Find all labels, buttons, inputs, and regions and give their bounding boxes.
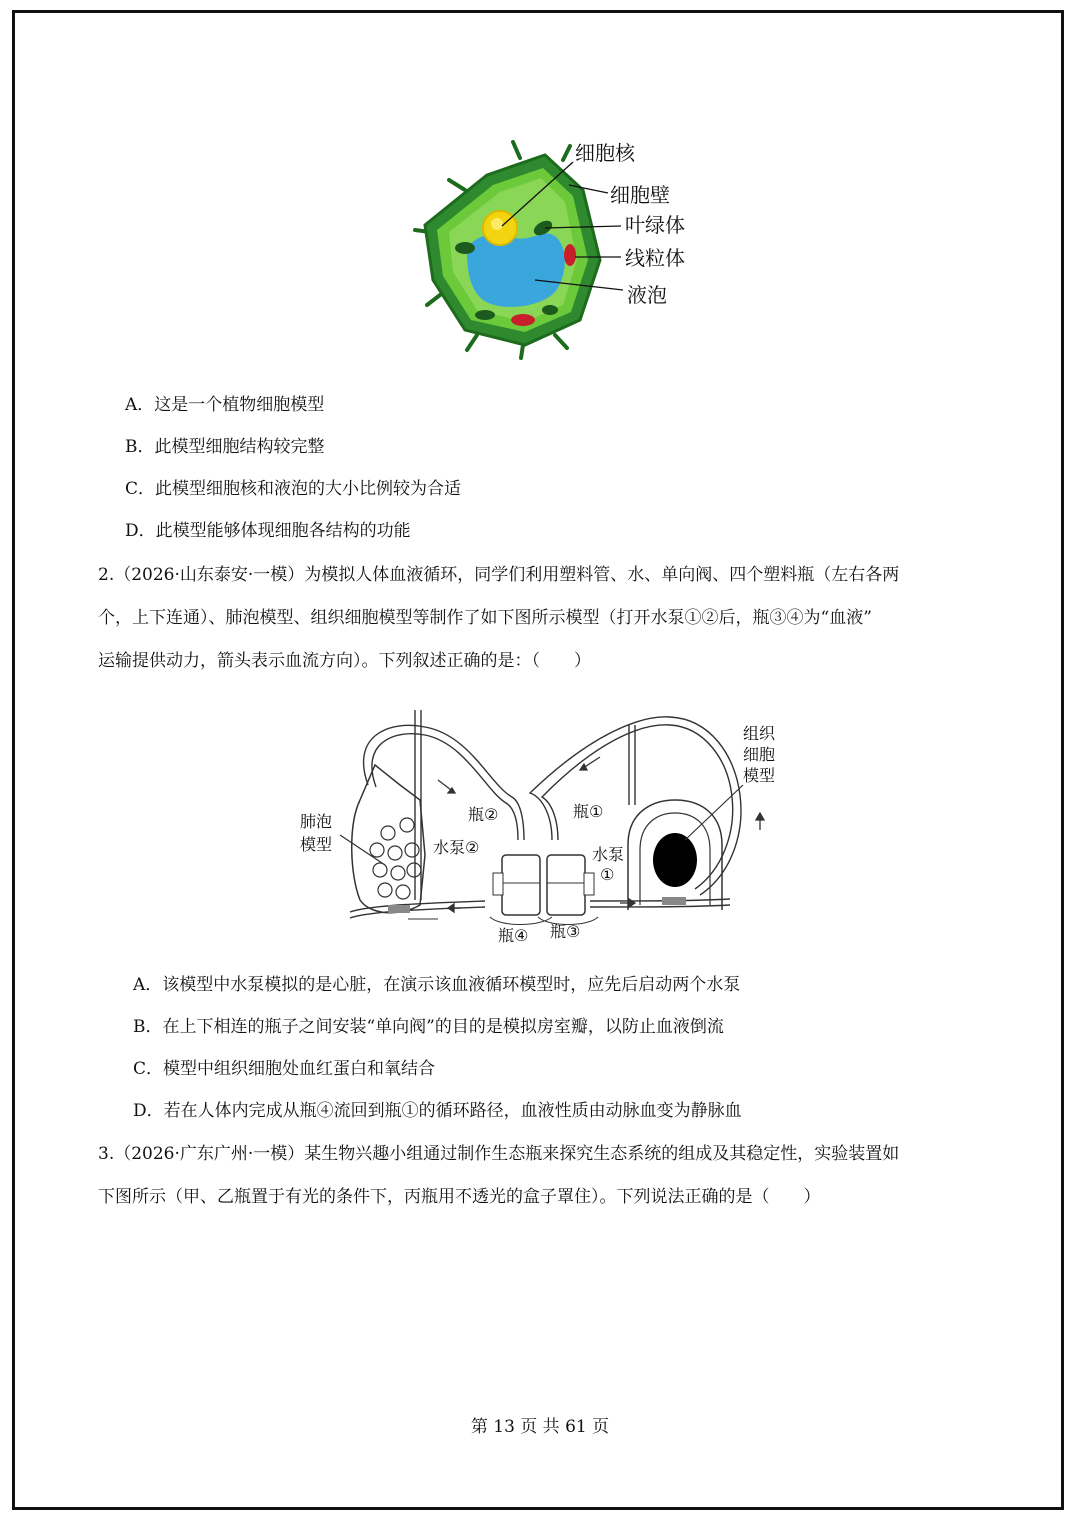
q2-stem-line-3: 运输提供动力，箭头表示血流方向）。下列叙述正确的是：（ ） bbox=[98, 651, 591, 671]
plant-cell-figure bbox=[405, 130, 715, 365]
q2-stem-line-2: 个，上下连通）、肺泡模型、组织细胞模型等制作了如下图所示模型（打开水泵①②后，瓶③④为“血液” bbox=[98, 608, 872, 628]
label-lung-model-2: 模型 bbox=[300, 835, 333, 854]
q2-stem-line-1: 2.（2026·山东泰安·一模）为模拟人体血液循环，同学们利用塑料管、水、单向阀、四个塑料瓶（左右各两 bbox=[98, 565, 900, 585]
q2-option-d: D．若在人体内完成从瓶④流回到瓶①的循环路径，血液性质由动脉血变为静脉血 bbox=[133, 1101, 742, 1121]
label-mitochondria: 线粒体 bbox=[625, 246, 685, 270]
label-bottle-3: 瓶③ bbox=[550, 922, 581, 941]
label-chloroplast: 叶绿体 bbox=[625, 213, 685, 237]
q1-option-a: A．这是一个植物细胞模型 bbox=[125, 395, 325, 415]
label-bottle-4: 瓶④ bbox=[498, 926, 529, 945]
label-lung-model-1: 肺泡 bbox=[300, 812, 333, 831]
alveoli bbox=[370, 818, 421, 899]
label-pump-1-a: 水泵 bbox=[592, 845, 625, 864]
label-nucleus: 细胞核 bbox=[575, 141, 635, 165]
q1-option-d: D．此模型能够体现细胞各结构的功能 bbox=[125, 521, 411, 541]
lung-model bbox=[352, 765, 425, 913]
q2-option-a: A．该模型中水泵模拟的是心脏，在演示该血液循环模型时，应先后启动两个水泵 bbox=[133, 975, 741, 995]
bottle-2-4 bbox=[490, 855, 552, 925]
label-bottle-1: 瓶① bbox=[573, 802, 604, 821]
label-vacuole: 液泡 bbox=[627, 283, 667, 307]
circulation-model-figure bbox=[290, 705, 790, 945]
label-tissue-1: 组织 bbox=[743, 724, 776, 743]
q3-stem bbox=[98, 1133, 988, 1219]
vacuole bbox=[467, 233, 565, 307]
q1-option-b: B．此模型细胞结构较完整 bbox=[125, 437, 325, 457]
q2-option-c: C．模型中组织细胞处血红蛋白和氧结合 bbox=[133, 1059, 436, 1079]
label-tissue-3: 模型 bbox=[743, 766, 776, 785]
label-bottle-2: 瓶② bbox=[468, 805, 499, 824]
bottle-1-3 bbox=[538, 855, 598, 925]
q1-option-c: C．此模型细胞核和液泡的大小比例较为合适 bbox=[125, 479, 462, 499]
label-tissue-2: 细胞 bbox=[743, 745, 776, 764]
q2-option-b: B．在上下相连的瓶子之间安装“单向阀”的目的是模拟房室瓣，以防止血液倒流 bbox=[133, 1017, 724, 1037]
q3-stem-line-1: 3.（2026·广东广州·一模）某生物兴趣小组通过制作生态瓶来探究生态系统的组成及其稳定性，实验装置如 bbox=[98, 1144, 900, 1164]
label-cell-wall: 细胞壁 bbox=[610, 183, 670, 207]
page-number-footer: 第 13 页 共 61 页 bbox=[470, 1417, 610, 1437]
q3-stem-line-2: 下图所示（甲、乙瓶置于有光的条件下，丙瓶用不透光的盒子罩住）。下列说法正确的是（ ） bbox=[98, 1187, 821, 1207]
tissue-cell-model bbox=[628, 800, 722, 910]
label-pump-2: 水泵② bbox=[433, 838, 480, 857]
label-pump-1-b: ① bbox=[600, 865, 615, 884]
q2-stem bbox=[98, 554, 988, 683]
